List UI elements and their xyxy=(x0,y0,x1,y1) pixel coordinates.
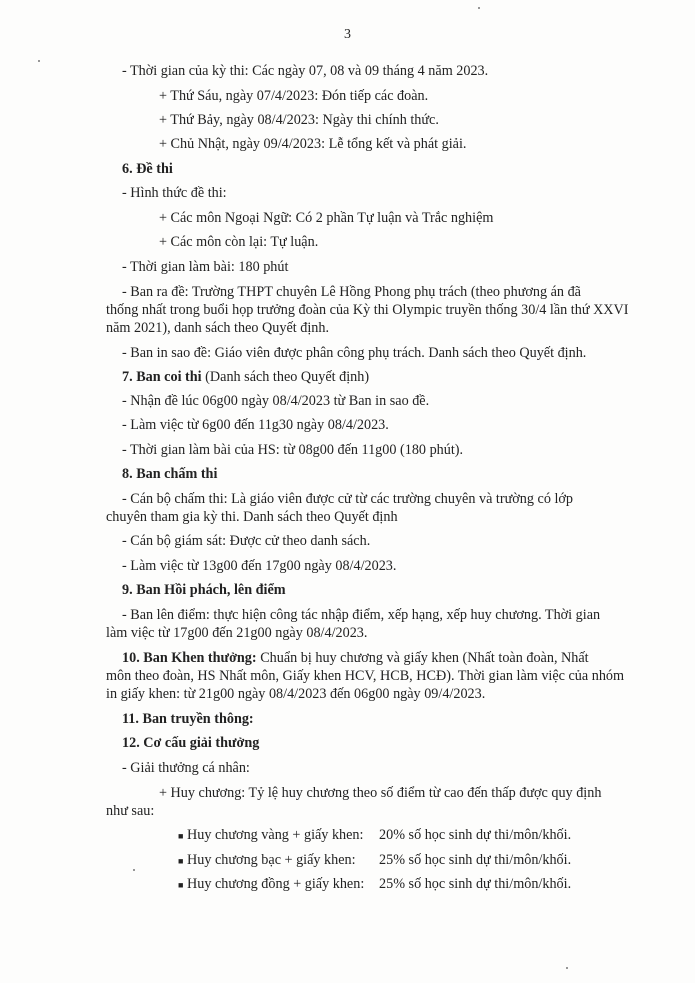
grading-hours-line: - Làm việc từ 13g00 đến 17g00 ngày 08/4/2023. xyxy=(122,558,397,574)
scan-speck xyxy=(133,869,135,871)
individual-awards-line: - Giải thưởng cá nhân: xyxy=(122,760,250,776)
exam-setter-line-3: năm 2021), danh sách theo Quyết định. xyxy=(106,320,330,336)
scoring-line-2: làm việc từ 17g00 đến 21g00 ngày 08/4/2023. xyxy=(106,625,368,641)
section-12-heading: 12. Cơ cấu giải thưởng xyxy=(122,735,260,751)
scan-speck xyxy=(478,7,480,9)
award-row-bronze xyxy=(178,875,572,894)
award-row-gold xyxy=(178,826,572,845)
other-subjects-line: + Các môn còn lại: Tự luận. xyxy=(159,234,319,250)
bullet-icon: ■ xyxy=(178,879,184,890)
saturday-line: + Thứ Bảy, ngày 08/4/2023: Ngày thi chính thức. xyxy=(159,112,439,128)
award-value: 20% số học sinh dự thi/môn/khối. xyxy=(379,827,572,843)
scoring-line-1: - Ban lên điểm: thực hiện công tác nhập điểm, xếp hạng, xếp huy chương. Thời gian xyxy=(122,607,601,623)
scan-speck xyxy=(38,60,40,62)
section-8-heading: 8. Ban chấm thi xyxy=(122,466,218,482)
section-10-text: Chuẩn bị huy chương và giấy khen (Nhất toàn đoàn, Nhất xyxy=(256,650,589,666)
friday-line: + Thứ Sáu, ngày 07/4/2023: Đón tiếp các đoàn. xyxy=(159,88,429,104)
award-row-silver xyxy=(178,851,572,870)
section-11-heading: 11. Ban truyền thông: xyxy=(122,711,254,727)
bullet-icon: ■ xyxy=(178,855,184,866)
bullet-icon: ■ xyxy=(178,830,184,841)
award-label: Huy chương bạc + giấy khen: xyxy=(187,852,356,868)
graders-line-2: chuyên tham gia kỳ thi. Danh sách theo Quyết định xyxy=(106,509,398,525)
receive-exam-line: - Nhận đề lúc 06g00 ngày 08/4/2023 từ Ban in sao đề. xyxy=(122,393,430,409)
section-10-title: 10. Ban Khen thưởng: xyxy=(122,650,257,666)
sunday-line: + Chủ Nhật, ngày 09/4/2023: Lễ tổng kết và phát giải. xyxy=(159,136,467,152)
section-10-line-3: in giấy khen: từ 21g00 ngày 08/4/2023 đến 06g00 ngày 09/4/2023. xyxy=(106,686,486,702)
proctor-hours-line: - Làm việc từ 6g00 đến 11g30 ngày 08/4/2023. xyxy=(122,417,389,433)
section-7-title: 7. Ban coi thi xyxy=(122,369,202,385)
award-label: Huy chương vàng + giấy khen: xyxy=(187,827,364,843)
exam-duration-line: - Thời gian làm bài: 180 phút xyxy=(122,259,289,275)
section-9-heading: 9. Ban Hồi phách, lên điểm xyxy=(122,582,286,598)
scan-speck xyxy=(566,967,568,969)
section-10-line-2: môn theo đoàn, HS Nhất môn, Giấy khen HCV, HCB, HCĐ). Thời gian làm việc của nhóm xyxy=(106,668,625,684)
exam-period-line: - Thời gian của kỳ thi: Các ngày 07, 08 và 09 tháng 4 năm 2023. xyxy=(122,63,489,79)
student-time-line: - Thời gian làm bài của HS: từ 08g00 đến 11g00 (180 phút). xyxy=(122,442,464,458)
graders-line-1: - Cán bộ chấm thi: Là giáo viên được cử từ các trường chuyên và trường có lớp xyxy=(122,491,573,507)
award-value: 25% số học sinh dự thi/môn/khối. xyxy=(379,876,572,892)
foreign-language-line: + Các môn Ngoại Ngữ: Có 2 phần Tự luận và Trắc nghiệm xyxy=(159,210,494,226)
supervisors-line: - Cán bộ giám sát: Được cử theo danh sách. xyxy=(122,533,371,549)
award-label: Huy chương đồng + giấy khen: xyxy=(187,876,365,892)
exam-format-line: - Hình thức đề thi: xyxy=(122,185,227,201)
section-7-heading xyxy=(122,368,369,386)
section-6-heading: 6. Đề thi xyxy=(122,161,173,177)
medal-ratio-line-1: + Huy chương: Tỷ lệ huy chương theo số điểm từ cao đến thấp được quy định xyxy=(159,785,602,801)
exam-setter-line-2: thống nhất trong buổi họp trưởng đoàn của Kỳ thi Olympic truyền thống 30/4 lần thứ XXVI xyxy=(106,302,629,318)
section-7-note: (Danh sách theo Quyết định) xyxy=(201,369,370,385)
section-10-line-1 xyxy=(122,649,589,667)
medal-ratio-line-2: như sau: xyxy=(106,803,155,819)
page-number: 3 xyxy=(344,27,351,42)
exam-printing-line: - Ban in sao đề: Giáo viên được phân công phụ trách. Danh sách theo Quyết định. xyxy=(122,345,587,361)
exam-setter-line-1: - Ban ra đề: Trường THPT chuyên Lê Hồng Phong phụ trách (theo phương án đã xyxy=(122,284,581,300)
award-value: 25% số học sinh dự thi/môn/khối. xyxy=(379,852,572,868)
